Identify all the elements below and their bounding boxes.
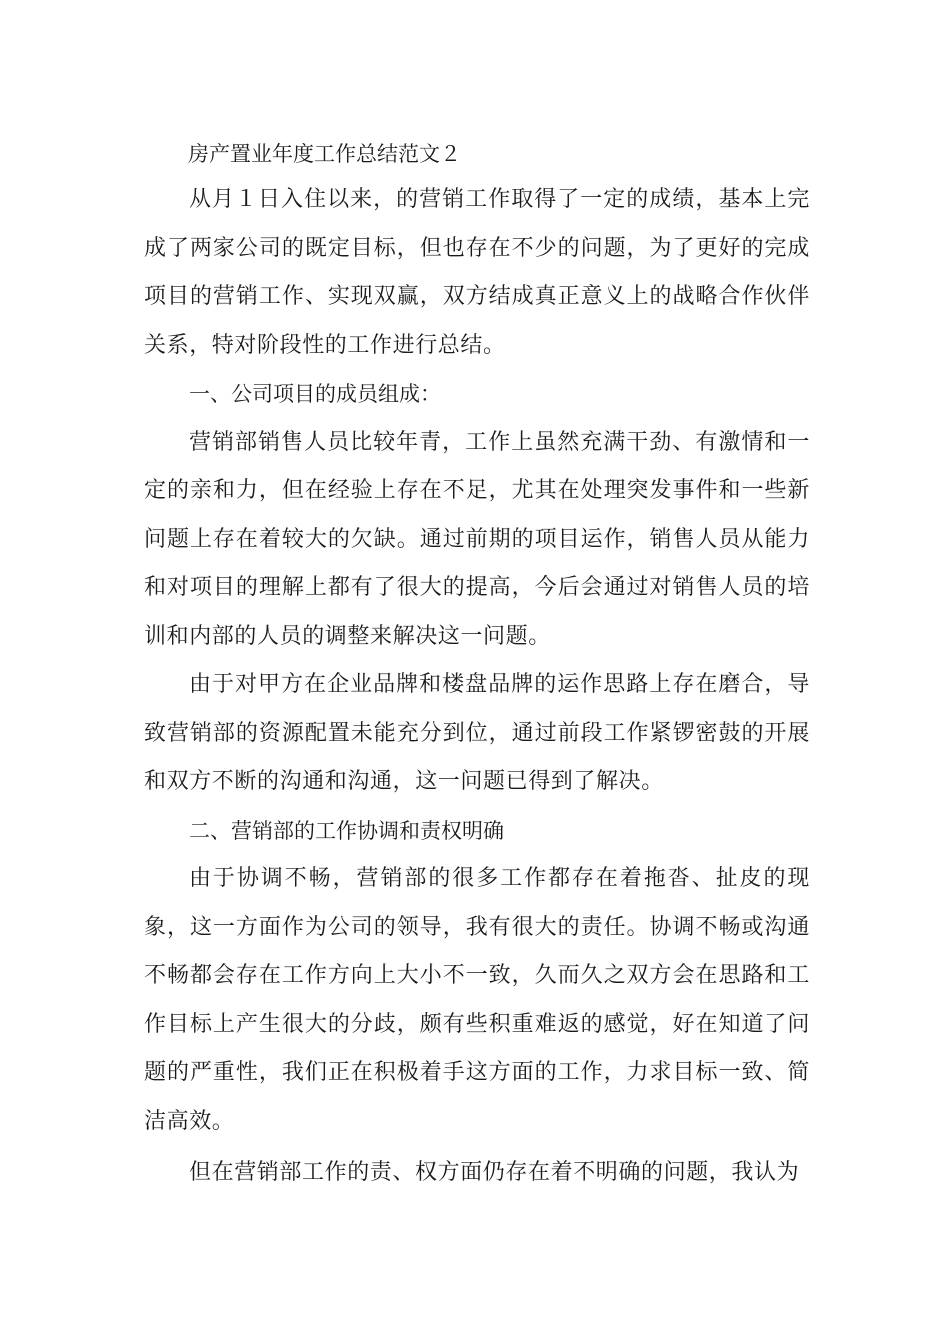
section-heading-1: 一、公司项目的成员组成：: [189, 382, 441, 406]
paragraph-team: 营销部销售人员比较年青，工作上虽然充满干劲、有激情和一定的亲和力，但在经验上存在不足，尤其在处理突发事件和一些新问题上存在着较大的欠缺。通过前期的项目运作，销售人员从能力和对项目的理解上都有了很大的提高，今后会通过对销售人员的培训和内部的人员的调整来解决这一问题。: [144, 429, 810, 649]
paragraph-intro: 从月１日入住以来，的营销工作取得了一定的成绩，基本上完成了两家公司的既定目标，但也存在不少的问题，为了更好的完成项目的营销工作、实现双赢，双方结成真正意义上的战略合作伙伴关系，特对阶段性的工作进行总结。: [144, 187, 810, 358]
document-body: [144, 132, 810, 1198]
paragraph-coordination: 由于协调不畅，营销部的很多工作都存在着拖沓、扯皮的现象，这一方面作为公司的领导，我有很大的责任。协调不畅或沟通不畅都会存在工作方向上大小不一致，久而久之双方会在思路和工作目标上产生很大的分歧，颇有些积重难返的感觉，好在知道了问题的严重性，我们正在积极着手这方面的工作，力求目标一致、简洁高效。: [144, 866, 810, 1134]
section-heading-2: 二、营销部的工作协调和责权明确: [189, 818, 504, 843]
paragraph-responsibility: 但在营销部工作的责、权方面仍存在着不明确的问题，我认为: [189, 1160, 800, 1185]
document-title: 房产置业年度工作总结范文２: [188, 142, 461, 166]
paragraph-brand: 由于对甲方在企业品牌和楼盘品牌的运作思路上存在磨合，导致营销部的资源配置未能充分到位，通过前段工作紧锣密鼓的开展和双方不断的沟通和沟通，这一问题已得到了解决。: [144, 672, 810, 794]
